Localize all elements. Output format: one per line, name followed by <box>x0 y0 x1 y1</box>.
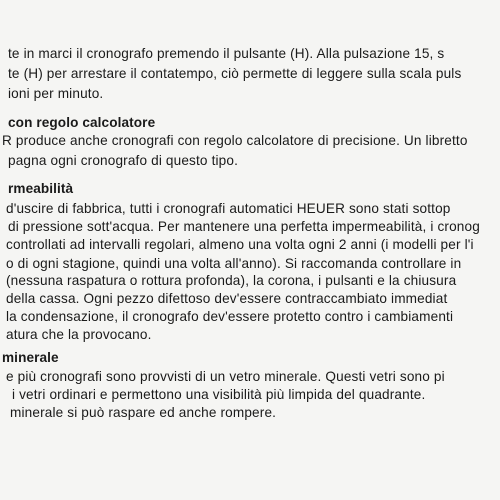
intro-line-3: ioni per minuto. <box>8 86 104 101</box>
impermeabilita-line-8: atura che la provocano. <box>6 327 152 342</box>
calcolatore-line-2: pagna ogni cronografo di questo tipo. <box>8 153 239 168</box>
intro-line-2: te (H) per arrestare il contatempo, ciò permette di leggere sulla scala puls <box>8 66 462 81</box>
minerale-line-2: i vetri ordinari e permettono una visibilità più limpida del quadrante. <box>12 387 426 402</box>
section-heading-minerale: minerale <box>2 350 59 365</box>
impermeabilita-line-3: controllati ad intervalli regolari, almeno una volta ogni 2 anni (i modelli per l'i <box>6 237 474 252</box>
section-heading-calcolatore: con regolo calcolatore <box>8 115 156 130</box>
impermeabilita-line-7: la condensazione, il cronografo dev'essere protetto contro i cambiamenti <box>6 309 454 324</box>
minerale-line-3: minerale si può raspare ed anche rompere. <box>10 405 277 420</box>
minerale-line-1: e più cronografi sono provvisti di un vetro minerale. Questi vetri sono pi <box>6 369 445 384</box>
section-heading-impermeabilita: rmeabilità <box>8 181 74 196</box>
impermeabilita-line-1: d'uscire di fabbrica, tutti i cronografi automatici HEUER sono stati sottop <box>6 201 451 216</box>
calcolatore-line-1: R produce anche cronografi con regolo calcolatore di precisione. Un libretto <box>2 133 468 148</box>
impermeabilita-line-6: della cassa. Ogni pezzo difettoso dev'essere contraccambiato immediat <box>6 291 448 306</box>
intro-line-1: te in marci il cronografo premendo il pulsante (H). Alla pulsazione 15, s <box>8 46 445 61</box>
impermeabilita-line-4: o di ogni stagione, quindi una volta all'anno). Si raccomanda controllare in <box>6 256 462 271</box>
impermeabilita-line-2: di pressione sott'acqua. Per mantenere una perfetta impermeabilità, i cronog <box>8 219 480 234</box>
impermeabilita-line-5: (nessuna raspatura o rottura profonda), la corona, i pulsanti e la chiusura <box>6 273 457 288</box>
